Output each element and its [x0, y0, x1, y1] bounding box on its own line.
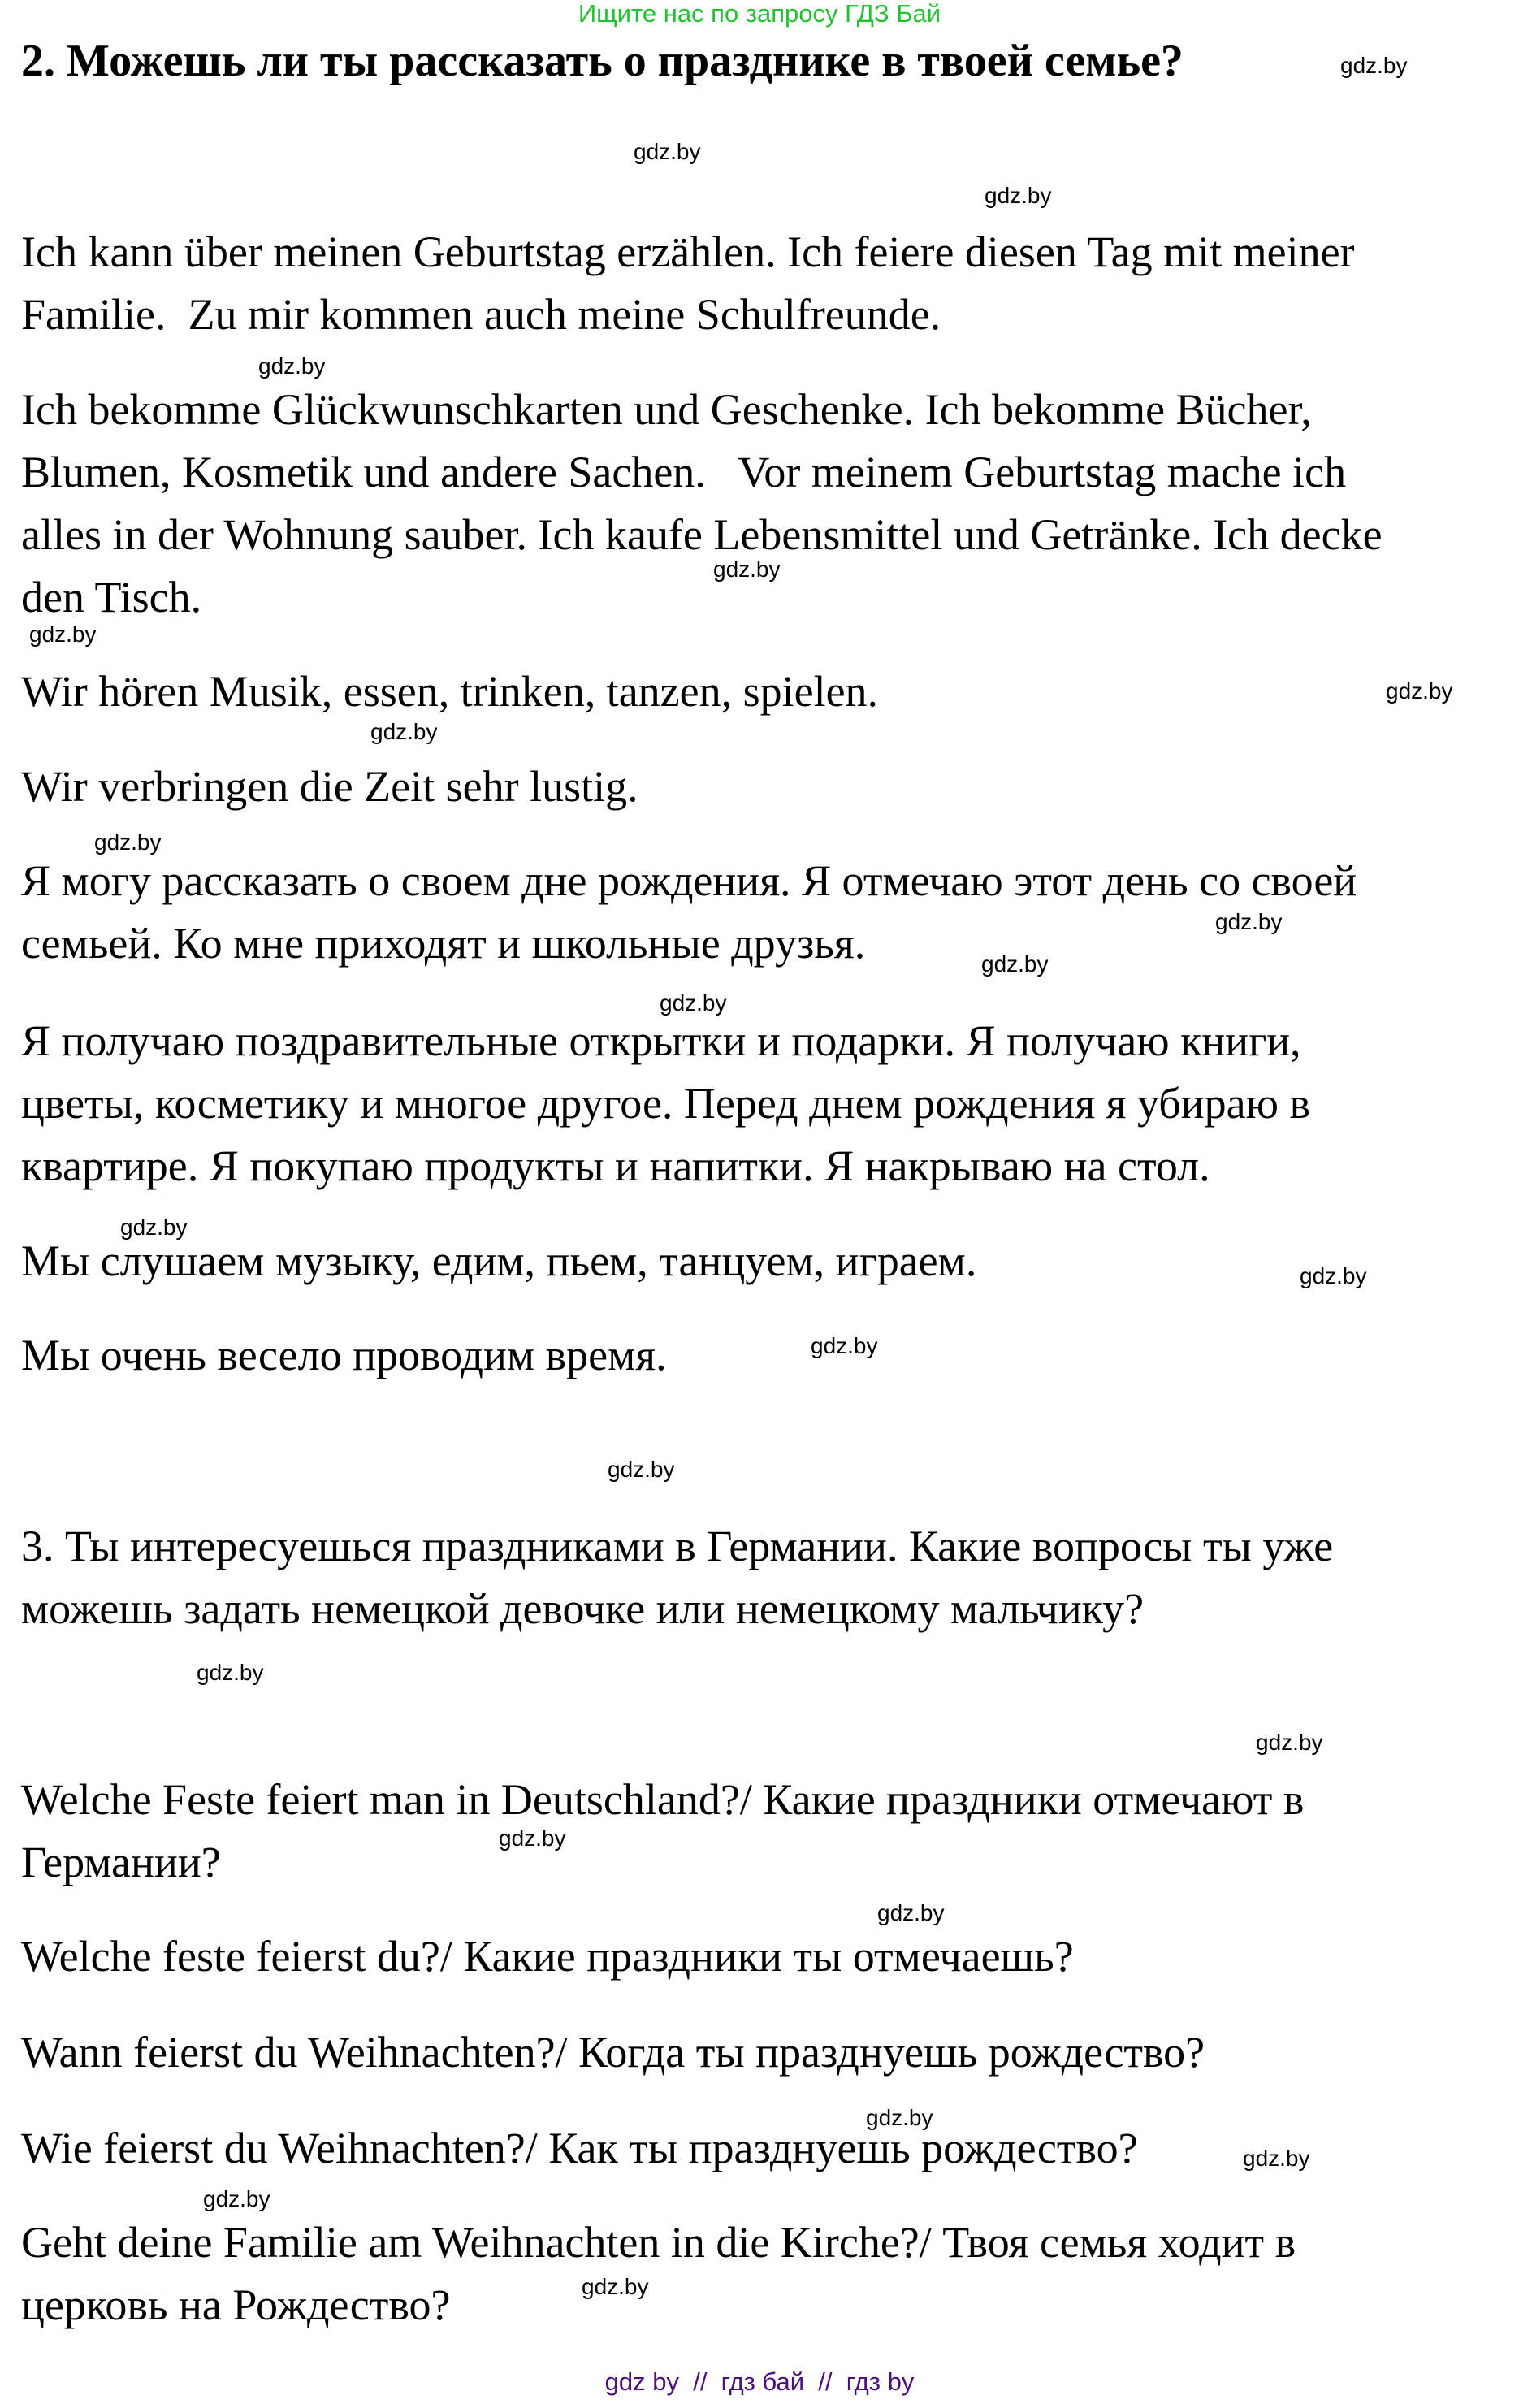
answer-line: den Tisch. — [21, 573, 202, 621]
watermark: gdz.by — [1243, 2146, 1310, 2171]
answer-line: Blumen, Kosmetik und andere Sachen. Vor meinem Geburtstag mache ich — [21, 448, 1347, 496]
task-2-title: 2. Можешь ли ты рассказать о празднике в твоей семье? — [21, 36, 1184, 86]
watermark: gdz.by — [866, 2105, 933, 2130]
question-line: Wie feierst du Weihnachten?/ Как ты празднуешь рождество? — [21, 2124, 1138, 2172]
question-line: Wann feierst du Weihnachten?/ Когда ты празднуешь рождество? — [21, 2028, 1205, 2077]
watermark: gdz.by — [1300, 1263, 1367, 1288]
watermark: gdz.by — [258, 353, 326, 379]
answer-line: Ich bekomme Glückwunschkarten und Geschenke. Ich bekomme Bücher, — [21, 385, 1312, 434]
answer-line: Familie. Zu mir kommen auch meine Schulfreunde. — [21, 290, 941, 339]
watermark: gdz.by — [1215, 909, 1283, 934]
answer-line: семьей. Ко мне приходят и школьные друзья. — [21, 919, 866, 968]
task-3-question: можешь задать немецкой девочке или немецкому мальчику? — [21, 1584, 1145, 1633]
task-3-question: 3. Ты интересуешься праздниками в Германии. Какие вопросы ты уже — [21, 1522, 1334, 1570]
watermark: gdz.by — [1256, 1730, 1323, 1755]
answer-line: Мы слушаем музыку, едим, пьем, танцуем, играем. — [21, 1236, 977, 1285]
answer-line: Wir hören Musik, essen, trinken, tanzen, spielen. — [21, 667, 879, 716]
watermark: gdz.by — [981, 951, 1049, 977]
question-line: Германии? — [21, 1838, 221, 1886]
answer-line: квартире. Я покупаю продукты и напитки. Я накрываю на стол. — [21, 1141, 1210, 1190]
watermark: gdz.by — [634, 139, 701, 164]
answer-line: Wir verbringen die Zeit sehr lustig. — [21, 762, 638, 811]
watermark: gdz.by — [608, 1457, 675, 1482]
watermark: gdz.by — [582, 2274, 649, 2299]
watermark: gdz.by — [985, 183, 1052, 208]
watermark: gdz.by — [1386, 678, 1453, 704]
question-line: Welche feste feierst du?/ Какие праздники ты отмечаешь? — [21, 1932, 1074, 1981]
watermark: gdz.by — [713, 557, 781, 582]
question-line: Welche Feste feiert man in Deutschland?/ Какие праздники отмечают в — [21, 1775, 1305, 1824]
watermark: gdz.by — [197, 1660, 264, 1685]
answer-line: Ich kann über meinen Geburtstag erzählen. Ich feiere diesen Tag mit meiner — [21, 227, 1355, 276]
watermark: gdz.by — [94, 829, 162, 855]
footer-links[interactable]: gdz by // гдз бай // гдз by — [604, 2367, 915, 2396]
answer-line: Я могу рассказать о своем дне рождения. Я отмечаю этот день со своей — [21, 856, 1357, 905]
watermark: gdz.by — [499, 1825, 566, 1851]
watermark: gdz.by — [29, 621, 97, 647]
watermark: gdz.by — [660, 990, 727, 1016]
answer-line: Мы очень весело проводим время. — [21, 1331, 667, 1379]
watermark: gdz.by — [370, 719, 438, 744]
answer-line: alles in der Wohnung sauber. Ich kaufe Lebensmittel und Getränke. Ich decke — [21, 510, 1383, 559]
watermark: gdz.by — [203, 2186, 270, 2211]
question-line: церковь на Рождество? — [21, 2280, 451, 2329]
question-line: Geht deine Familie am Weihnachten in die Kirche?/ Твоя семья ходит в — [21, 2218, 1296, 2267]
search-banner[interactable]: Ищите нас по запросу ГДЗ Бай — [578, 0, 941, 28]
watermark: gdz.by — [877, 1900, 945, 1925]
answer-line: Я получаю поздравительные открытки и подарки. Я получаю книги, — [21, 1016, 1301, 1065]
watermark: gdz.by — [1340, 53, 1408, 78]
answer-line: цветы, косметику и многое другое. Перед днем рождения я убираю в — [21, 1079, 1310, 1128]
watermark: gdz.by — [811, 1333, 878, 1358]
watermark: gdz.by — [120, 1215, 188, 1240]
